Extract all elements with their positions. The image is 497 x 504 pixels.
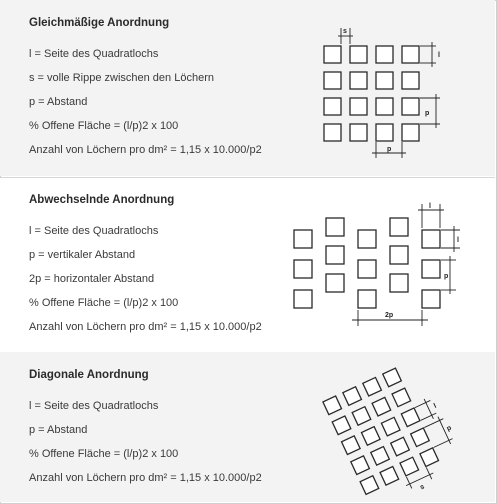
formula-line: % Offene Fläche = (l/p)2 x 100 <box>29 297 179 309</box>
label-p: p <box>444 273 449 280</box>
label-l-top: l <box>429 203 431 210</box>
label-p-vertical: p <box>425 110 430 117</box>
label-l: l <box>438 52 440 59</box>
formula-line: Anzahl von Löchern pro dm² = 1,15 x 10.000/p2 <box>29 321 262 333</box>
label-l-side: l <box>457 237 459 244</box>
label-s: s <box>343 28 347 35</box>
section-title: Abwechselnde Anordnung <box>29 194 175 206</box>
definition-line: l = Seite des Quadratlochs <box>29 48 159 60</box>
section-diagonal-arrangement <box>0 352 495 502</box>
staggered-pattern-diagram <box>288 198 468 333</box>
square-holes-grid <box>294 218 440 308</box>
definition-line: l = Seite des Quadratlochs <box>29 400 159 412</box>
label-2p: 2p <box>385 312 394 319</box>
definition-line: 2p = horizontaler Abstand <box>29 273 155 285</box>
formula-line: % Offene Fläche = (l/p)2 x 100 <box>29 120 179 132</box>
section-uniform-arrangement <box>0 0 495 176</box>
section-title: Diagonale Anordnung <box>29 369 149 381</box>
formula-line: Anzahl von Löchern pro dm² = 1,15 x 10.000/p2 <box>29 144 262 156</box>
diagonal-pattern-diagram <box>316 362 466 500</box>
section-staggered-arrangement <box>0 177 495 353</box>
definition-line: s = volle Rippe zwischen den Löchern <box>29 72 214 84</box>
label-p: p <box>445 424 453 433</box>
section-title: Gleichmäßige Anordnung <box>29 17 170 29</box>
definition-line: p = vertikaler Abstand <box>29 249 136 261</box>
label-p-horizontal: p <box>387 146 392 153</box>
label-s: s <box>419 483 426 492</box>
label-l: l <box>432 402 438 410</box>
formula-line: % Offene Fläche = (l/p)2 x 100 <box>29 448 179 460</box>
definition-line: p = Abstand <box>29 424 88 436</box>
square-holes-grid <box>324 46 419 141</box>
uniform-pattern-diagram <box>316 22 446 162</box>
definition-line: l = Seite des Quadratlochs <box>29 225 159 237</box>
definition-line: p = Abstand <box>29 96 88 108</box>
formula-line: Anzahl von Löchern pro dm² = 1,15 x 10.000/p2 <box>29 472 262 484</box>
square-holes-grid <box>323 362 466 500</box>
